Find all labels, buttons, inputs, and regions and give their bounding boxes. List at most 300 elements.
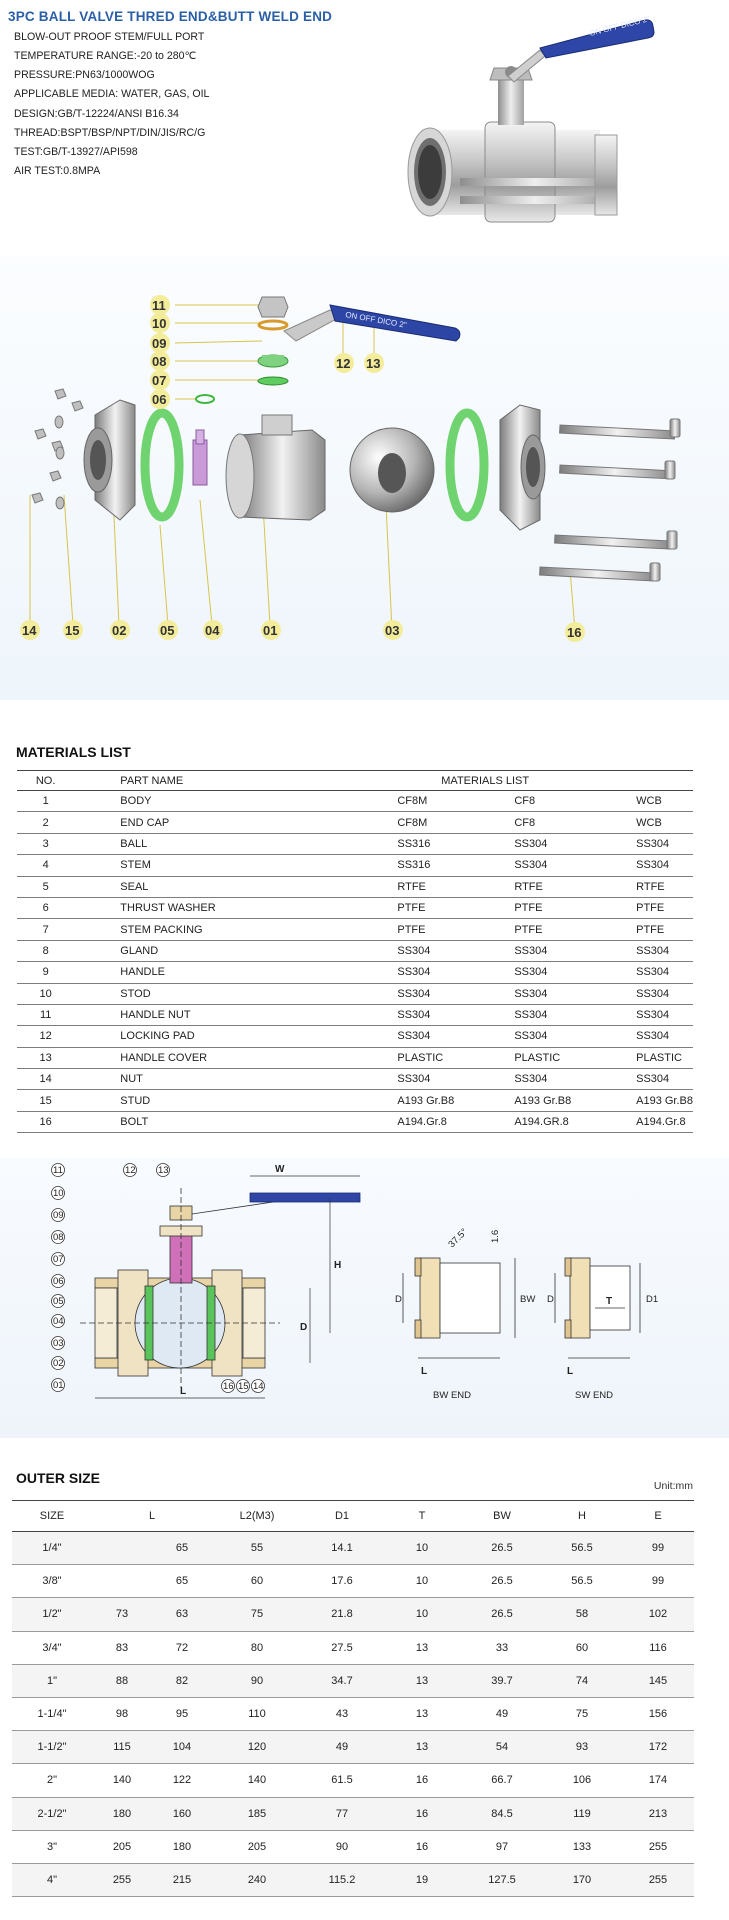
- cell-l2: 140: [212, 1764, 302, 1797]
- col-header-H: H: [542, 1501, 622, 1532]
- materials-section: [0, 730, 729, 1145]
- cell-t: 19: [382, 1863, 462, 1896]
- cell-e: 99: [622, 1532, 694, 1565]
- cell-l2: 240: [212, 1863, 302, 1896]
- cell-bw: 33: [462, 1631, 542, 1664]
- cell-e: 255: [622, 1863, 694, 1896]
- cell-part: HANDLE COVER: [74, 1047, 397, 1068]
- cell-size: 1-1/4": [12, 1697, 92, 1730]
- dim-W: W: [275, 1164, 285, 1175]
- table-row: [17, 919, 693, 940]
- cell-l_b: 160: [152, 1797, 212, 1830]
- cell-l_a: 255: [92, 1863, 152, 1896]
- spec-line: TEMPERATURE RANGE:-20 to 280℃: [14, 50, 197, 62]
- cell-m2: A193 Gr.B8: [514, 1090, 636, 1111]
- cell-part: BODY: [74, 791, 397, 812]
- table-row: [12, 1598, 694, 1631]
- cell-m1: A193 Gr.B8: [397, 1090, 514, 1111]
- table-row: [17, 812, 693, 833]
- cell-part: STEM: [74, 855, 397, 876]
- svg-text:09: 09: [53, 1210, 64, 1221]
- cell-m1: SS304: [397, 1026, 514, 1047]
- callout-07: [150, 370, 170, 390]
- cell-l_a: 88: [92, 1664, 152, 1697]
- cell-bw: 26.5: [462, 1532, 542, 1565]
- table-row: [12, 1565, 694, 1598]
- drawing-callout-02: [52, 1357, 65, 1370]
- cell-m3: PTFE: [636, 897, 693, 918]
- cell-size: 3/4": [12, 1631, 92, 1664]
- cell-m2: SS304: [514, 833, 636, 854]
- svg-text:14: 14: [253, 1381, 264, 1392]
- callout-12: [334, 353, 354, 373]
- cell-no: 16: [17, 1111, 74, 1132]
- svg-text:10: 10: [152, 316, 167, 331]
- cell-t: 13: [382, 1731, 462, 1764]
- cell-t: 13: [382, 1664, 462, 1697]
- cell-l_a: 180: [92, 1797, 152, 1830]
- cell-bw: 39.7: [462, 1664, 542, 1697]
- cell-m1: A194.Gr.8: [397, 1111, 514, 1132]
- callout-08: [150, 351, 170, 371]
- cell-m1: PLASTIC: [397, 1047, 514, 1068]
- valve-product-image: [390, 10, 690, 250]
- drawing-callout-01: [52, 1379, 65, 1392]
- cell-bw: 54: [462, 1731, 542, 1764]
- cell-m3: WCB: [636, 812, 693, 833]
- cell-l_a: 98: [92, 1697, 152, 1730]
- cell-m2: CF8: [514, 812, 636, 833]
- cell-h: 74: [542, 1664, 622, 1697]
- svg-text:01: 01: [53, 1380, 64, 1391]
- cell-no: 4: [17, 855, 74, 876]
- drawing-callout-08: [52, 1231, 65, 1244]
- svg-text:08: 08: [152, 354, 167, 369]
- cell-no: 7: [17, 919, 74, 940]
- callout-01: [261, 620, 281, 640]
- cell-m1: CF8M: [397, 791, 514, 812]
- cell-l_b: 180: [152, 1830, 212, 1863]
- cell-no: 11: [17, 1004, 74, 1025]
- cell-h: 56.5: [542, 1565, 622, 1598]
- cell-d1: 77: [302, 1797, 382, 1830]
- cell-m1: SS304: [397, 1069, 514, 1090]
- cell-l2: 205: [212, 1830, 302, 1863]
- cell-e: 116: [622, 1631, 694, 1664]
- cell-m1: SS316: [397, 855, 514, 876]
- table-row: [12, 1697, 694, 1730]
- callout-16: [565, 622, 585, 642]
- cell-no: 3: [17, 833, 74, 854]
- handle-print: ON OFF DICO 2": [344, 310, 408, 330]
- cell-part: THRUST WASHER: [74, 897, 397, 918]
- cell-h: 60: [542, 1631, 622, 1664]
- cell-part: NUT: [74, 1069, 397, 1090]
- callout-03: [383, 620, 403, 640]
- cell-m3: SS304: [636, 855, 693, 876]
- svg-text:10: 10: [53, 1188, 64, 1199]
- cell-l_b: 104: [152, 1731, 212, 1764]
- cell-m3: SS304: [636, 833, 693, 854]
- cell-l2: 60: [212, 1565, 302, 1598]
- cell-d1: 14.1: [302, 1532, 382, 1565]
- table-row: [12, 1863, 694, 1896]
- cell-part: LOCKING PAD: [74, 1026, 397, 1047]
- cell-part: GLAND: [74, 940, 397, 961]
- svg-text:05: 05: [53, 1296, 64, 1307]
- svg-text:12: 12: [336, 356, 351, 371]
- callout-04: [203, 620, 223, 640]
- svg-text:14: 14: [22, 623, 37, 638]
- cell-d1: 21.8: [302, 1598, 382, 1631]
- table-header-row: [12, 1501, 694, 1532]
- cell-h: 133: [542, 1830, 622, 1863]
- cell-m3: WCB: [636, 791, 693, 812]
- cell-l2: 75: [212, 1598, 302, 1631]
- cell-bw: 97: [462, 1830, 542, 1863]
- cell-t: 10: [382, 1565, 462, 1598]
- callout-05: [158, 620, 178, 640]
- cell-m2: PTFE: [514, 919, 636, 940]
- drawing-callout-16: [222, 1380, 235, 1393]
- materials-title: MATERIALS LIST: [16, 744, 131, 760]
- table-row: [12, 1764, 694, 1797]
- cell-no: 15: [17, 1090, 74, 1111]
- cell-l2: 80: [212, 1631, 302, 1664]
- table-row: [17, 897, 693, 918]
- outer-size-section: [0, 1450, 729, 1910]
- svg-text:02: 02: [53, 1358, 64, 1369]
- table-row: [17, 983, 693, 1004]
- cell-part: BALL: [74, 833, 397, 854]
- table-row: [12, 1830, 694, 1863]
- cell-part: SEAL: [74, 876, 397, 897]
- spec-line: THREAD:BSPT/BSP/NPT/DIN/JIS/RC/G: [14, 127, 206, 139]
- sw-dim-L: L: [567, 1366, 574, 1377]
- cell-part: END CAP: [74, 812, 397, 833]
- cell-m1: SS316: [397, 833, 514, 854]
- cell-m2: SS304: [514, 1026, 636, 1047]
- callout-15: [63, 620, 83, 640]
- cell-size: 3/8": [12, 1565, 92, 1598]
- cell-d1: 49: [302, 1731, 382, 1764]
- cell-size: 2-1/2": [12, 1797, 92, 1830]
- cell-no: 8: [17, 940, 74, 961]
- table-row: [17, 1090, 693, 1111]
- cell-h: 75: [542, 1697, 622, 1730]
- cell-l_b: 65: [152, 1565, 212, 1598]
- cell-m2: SS304: [514, 940, 636, 961]
- cell-l2: 185: [212, 1797, 302, 1830]
- cell-m3: SS304: [636, 1004, 693, 1025]
- dimension-drawing-section: [0, 1158, 729, 1438]
- cell-m2: SS304: [514, 1004, 636, 1025]
- cell-e: 172: [622, 1731, 694, 1764]
- cell-l_a: 205: [92, 1830, 152, 1863]
- drawing-callout-13: [157, 1164, 170, 1177]
- cell-l_b: 122: [152, 1764, 212, 1797]
- cell-part: STUD: [74, 1090, 397, 1111]
- sw-end-label: SW END: [575, 1390, 613, 1401]
- cell-m2: CF8: [514, 791, 636, 812]
- cell-l_b: 215: [152, 1863, 212, 1896]
- svg-text:11: 11: [152, 298, 166, 313]
- cell-d1: 61.5: [302, 1764, 382, 1797]
- cell-t: 10: [382, 1532, 462, 1565]
- cell-l_a: 73: [92, 1598, 152, 1631]
- cell-l2: 55: [212, 1532, 302, 1565]
- cell-m2: SS304: [514, 1069, 636, 1090]
- col-header-L2: L2(M3): [212, 1501, 302, 1532]
- cell-part: BOLT: [74, 1111, 397, 1132]
- cell-size: 2": [12, 1764, 92, 1797]
- svg-text:16: 16: [567, 625, 582, 640]
- cell-size: 1/2": [12, 1598, 92, 1631]
- cell-m3: SS304: [636, 983, 693, 1004]
- cell-no: 5: [17, 876, 74, 897]
- cell-e: 145: [622, 1664, 694, 1697]
- table-row: [12, 1664, 694, 1697]
- drawing-callout-11: [52, 1164, 65, 1177]
- table-row: [17, 1047, 693, 1068]
- cell-l_b: 95: [152, 1697, 212, 1730]
- cell-m2: PTFE: [514, 897, 636, 918]
- cell-l_b: 72: [152, 1631, 212, 1664]
- spec-line: BLOW-OUT PROOF STEM/FULL PORT: [14, 31, 205, 43]
- cell-h: 170: [542, 1863, 622, 1896]
- svg-text:15: 15: [238, 1381, 249, 1392]
- spec-line: DESIGN:GB/T-12224/ANSI B16.34: [14, 108, 179, 120]
- svg-text:05: 05: [160, 623, 175, 638]
- cell-t: 10: [382, 1598, 462, 1631]
- cell-h: 106: [542, 1764, 622, 1797]
- table-row: [17, 940, 693, 961]
- cell-no: 13: [17, 1047, 74, 1068]
- cell-bw: 26.5: [462, 1598, 542, 1631]
- cell-l_a: 140: [92, 1764, 152, 1797]
- col-header-part: PART NAME: [74, 771, 397, 791]
- bw-thickness: 1.6: [490, 1229, 501, 1243]
- table-row: [12, 1797, 694, 1830]
- cell-l2: 110: [212, 1697, 302, 1730]
- outer-size-title: OUTER SIZE: [16, 1470, 101, 1486]
- svg-text:11: 11: [53, 1165, 63, 1176]
- cell-no: 2: [17, 812, 74, 833]
- svg-text:15: 15: [65, 623, 80, 638]
- svg-text:08: 08: [53, 1232, 64, 1243]
- svg-text:02: 02: [112, 623, 127, 638]
- cell-m3: SS304: [636, 962, 693, 983]
- cell-d1: 27.5: [302, 1631, 382, 1664]
- cell-m3: SS304: [636, 1069, 693, 1090]
- bw-dim-D: D: [395, 1294, 402, 1305]
- table-row: [12, 1631, 694, 1664]
- cell-d1: 115.2: [302, 1863, 382, 1896]
- cell-t: 16: [382, 1764, 462, 1797]
- table-row: [12, 1532, 694, 1565]
- bw-dim-L: L: [421, 1366, 428, 1377]
- unit-label: Unit:mm: [653, 1480, 693, 1492]
- dim-H: H: [334, 1260, 342, 1271]
- spec-line: TEST:GB/T-13927/API598: [14, 146, 138, 158]
- table-row: [17, 1069, 693, 1090]
- cell-m2: RTFE: [514, 876, 636, 897]
- drawing-callout-05: [52, 1295, 65, 1308]
- cell-m1: CF8M: [397, 812, 514, 833]
- svg-text:13: 13: [158, 1165, 169, 1176]
- cell-no: 1: [17, 791, 74, 812]
- table-row: [17, 855, 693, 876]
- cell-t: 16: [382, 1797, 462, 1830]
- col-header-L: L: [92, 1501, 212, 1532]
- sw-dim-D1: D1: [646, 1294, 659, 1305]
- cell-m3: SS304: [636, 1026, 693, 1047]
- cell-no: 12: [17, 1026, 74, 1047]
- cell-l2: 90: [212, 1664, 302, 1697]
- cell-size: 1/4": [12, 1532, 92, 1565]
- materials-table: [17, 770, 693, 1133]
- cell-m3: A194.Gr.8: [636, 1111, 693, 1132]
- cell-e: 213: [622, 1797, 694, 1830]
- cell-d1: 90: [302, 1830, 382, 1863]
- cell-l2: 120: [212, 1731, 302, 1764]
- cell-m1: PTFE: [397, 919, 514, 940]
- cell-m3: PTFE: [636, 919, 693, 940]
- svg-text:01: 01: [263, 623, 278, 638]
- callout-13: [364, 353, 384, 373]
- svg-text:07: 07: [152, 373, 167, 388]
- cell-e: 174: [622, 1764, 694, 1797]
- cell-m3: A193 Gr.B8: [636, 1090, 693, 1111]
- cell-e: 255: [622, 1830, 694, 1863]
- col-header-E: E: [622, 1501, 694, 1532]
- col-header-size: SIZE: [12, 1501, 92, 1532]
- drawing-callout-15: [237, 1380, 250, 1393]
- svg-text:12: 12: [125, 1165, 136, 1176]
- dim-L: L: [180, 1386, 187, 1397]
- table-row: [17, 876, 693, 897]
- drawing-callout-14: [252, 1380, 265, 1393]
- callout-09: [150, 333, 170, 353]
- cell-m3: PLASTIC: [636, 1047, 693, 1068]
- table-row: [12, 1731, 694, 1764]
- cell-e: 156: [622, 1697, 694, 1730]
- exploded-view-diagram: [0, 255, 729, 700]
- cell-m1: SS304: [397, 983, 514, 1004]
- cell-no: 14: [17, 1069, 74, 1090]
- drawing-callout-06: [52, 1275, 65, 1288]
- cell-size: 1-1/2": [12, 1731, 92, 1764]
- cell-e: 99: [622, 1565, 694, 1598]
- header-section: [0, 0, 729, 250]
- col-header-T: T: [382, 1501, 462, 1532]
- drawing-callout-10: [52, 1187, 65, 1200]
- drawing-callout-03: [52, 1337, 65, 1350]
- cell-h: 56.5: [542, 1532, 622, 1565]
- cell-m1: PTFE: [397, 897, 514, 918]
- cell-m2: SS304: [514, 983, 636, 1004]
- drawing-callout-07: [52, 1253, 65, 1266]
- cell-no: 9: [17, 962, 74, 983]
- bw-angle: 37.5°: [446, 1226, 470, 1251]
- drawing-callout-09: [52, 1209, 65, 1222]
- sw-dim-D: D: [547, 1294, 554, 1305]
- cell-size: 1": [12, 1664, 92, 1697]
- svg-text:07: 07: [53, 1254, 64, 1265]
- cell-m2: SS304: [514, 855, 636, 876]
- cell-part: STOD: [74, 983, 397, 1004]
- cell-l_b: 82: [152, 1664, 212, 1697]
- cell-size: 3": [12, 1830, 92, 1863]
- col-header-no: NO.: [17, 771, 74, 791]
- cell-m3: SS304: [636, 940, 693, 961]
- svg-text:04: 04: [205, 623, 220, 638]
- svg-text:13: 13: [366, 356, 381, 371]
- callout-11: [150, 295, 170, 315]
- svg-text:06: 06: [53, 1276, 64, 1287]
- outer-size-table: [12, 1500, 694, 1897]
- cell-bw: 26.5: [462, 1565, 542, 1598]
- table-header-row: [17, 771, 693, 791]
- cell-l_a: 115: [92, 1731, 152, 1764]
- cell-l_b: 63: [152, 1598, 212, 1631]
- spec-line: PRESSURE:PN63/1000WOG: [14, 69, 155, 81]
- cell-part: HANDLE NUT: [74, 1004, 397, 1025]
- cell-l_b: 65: [152, 1532, 212, 1565]
- svg-text:03: 03: [385, 623, 400, 638]
- cell-m1: SS304: [397, 1004, 514, 1025]
- cell-m1: RTFE: [397, 876, 514, 897]
- exploded-view-section: [0, 255, 729, 700]
- cell-bw: 84.5: [462, 1797, 542, 1830]
- svg-text:03: 03: [53, 1338, 64, 1349]
- cell-m1: SS304: [397, 940, 514, 961]
- cell-m2: A194.GR.8: [514, 1111, 636, 1132]
- cell-t: 13: [382, 1697, 462, 1730]
- cell-t: 16: [382, 1830, 462, 1863]
- col-header-materials: MATERIALS LIST: [397, 771, 693, 791]
- cell-m2: SS304: [514, 962, 636, 983]
- table-row: [17, 962, 693, 983]
- svg-text:09: 09: [152, 336, 167, 351]
- cell-part: HANDLE: [74, 962, 397, 983]
- svg-text:16: 16: [223, 1381, 234, 1392]
- cell-size: 4": [12, 1863, 92, 1896]
- table-row: [17, 833, 693, 854]
- spec-line: APPLICABLE MEDIA: WATER, GAS, OIL: [14, 88, 210, 100]
- cell-m1: SS304: [397, 962, 514, 983]
- page-title: 3PC BALL VALVE THRED END&BUTT WELD END: [8, 9, 333, 24]
- callout-14: [20, 620, 40, 640]
- table-row: [17, 791, 693, 812]
- cell-h: 119: [542, 1797, 622, 1830]
- svg-text:06: 06: [152, 392, 167, 407]
- col-header-BW: BW: [462, 1501, 542, 1532]
- cell-no: 6: [17, 897, 74, 918]
- cell-bw: 49: [462, 1697, 542, 1730]
- col-header-D1: D1: [302, 1501, 382, 1532]
- cell-d1: 43: [302, 1697, 382, 1730]
- cell-l_a: 83: [92, 1631, 152, 1664]
- cell-bw: 127.5: [462, 1863, 542, 1896]
- cell-l_a: [92, 1565, 152, 1598]
- callout-02: [110, 620, 130, 640]
- svg-text:04: 04: [53, 1316, 64, 1327]
- cell-no: 10: [17, 983, 74, 1004]
- handle-print: ON OFF DICO 2": [588, 14, 651, 38]
- sw-dim-T: T: [606, 1296, 613, 1307]
- cell-part: STEM PACKING: [74, 919, 397, 940]
